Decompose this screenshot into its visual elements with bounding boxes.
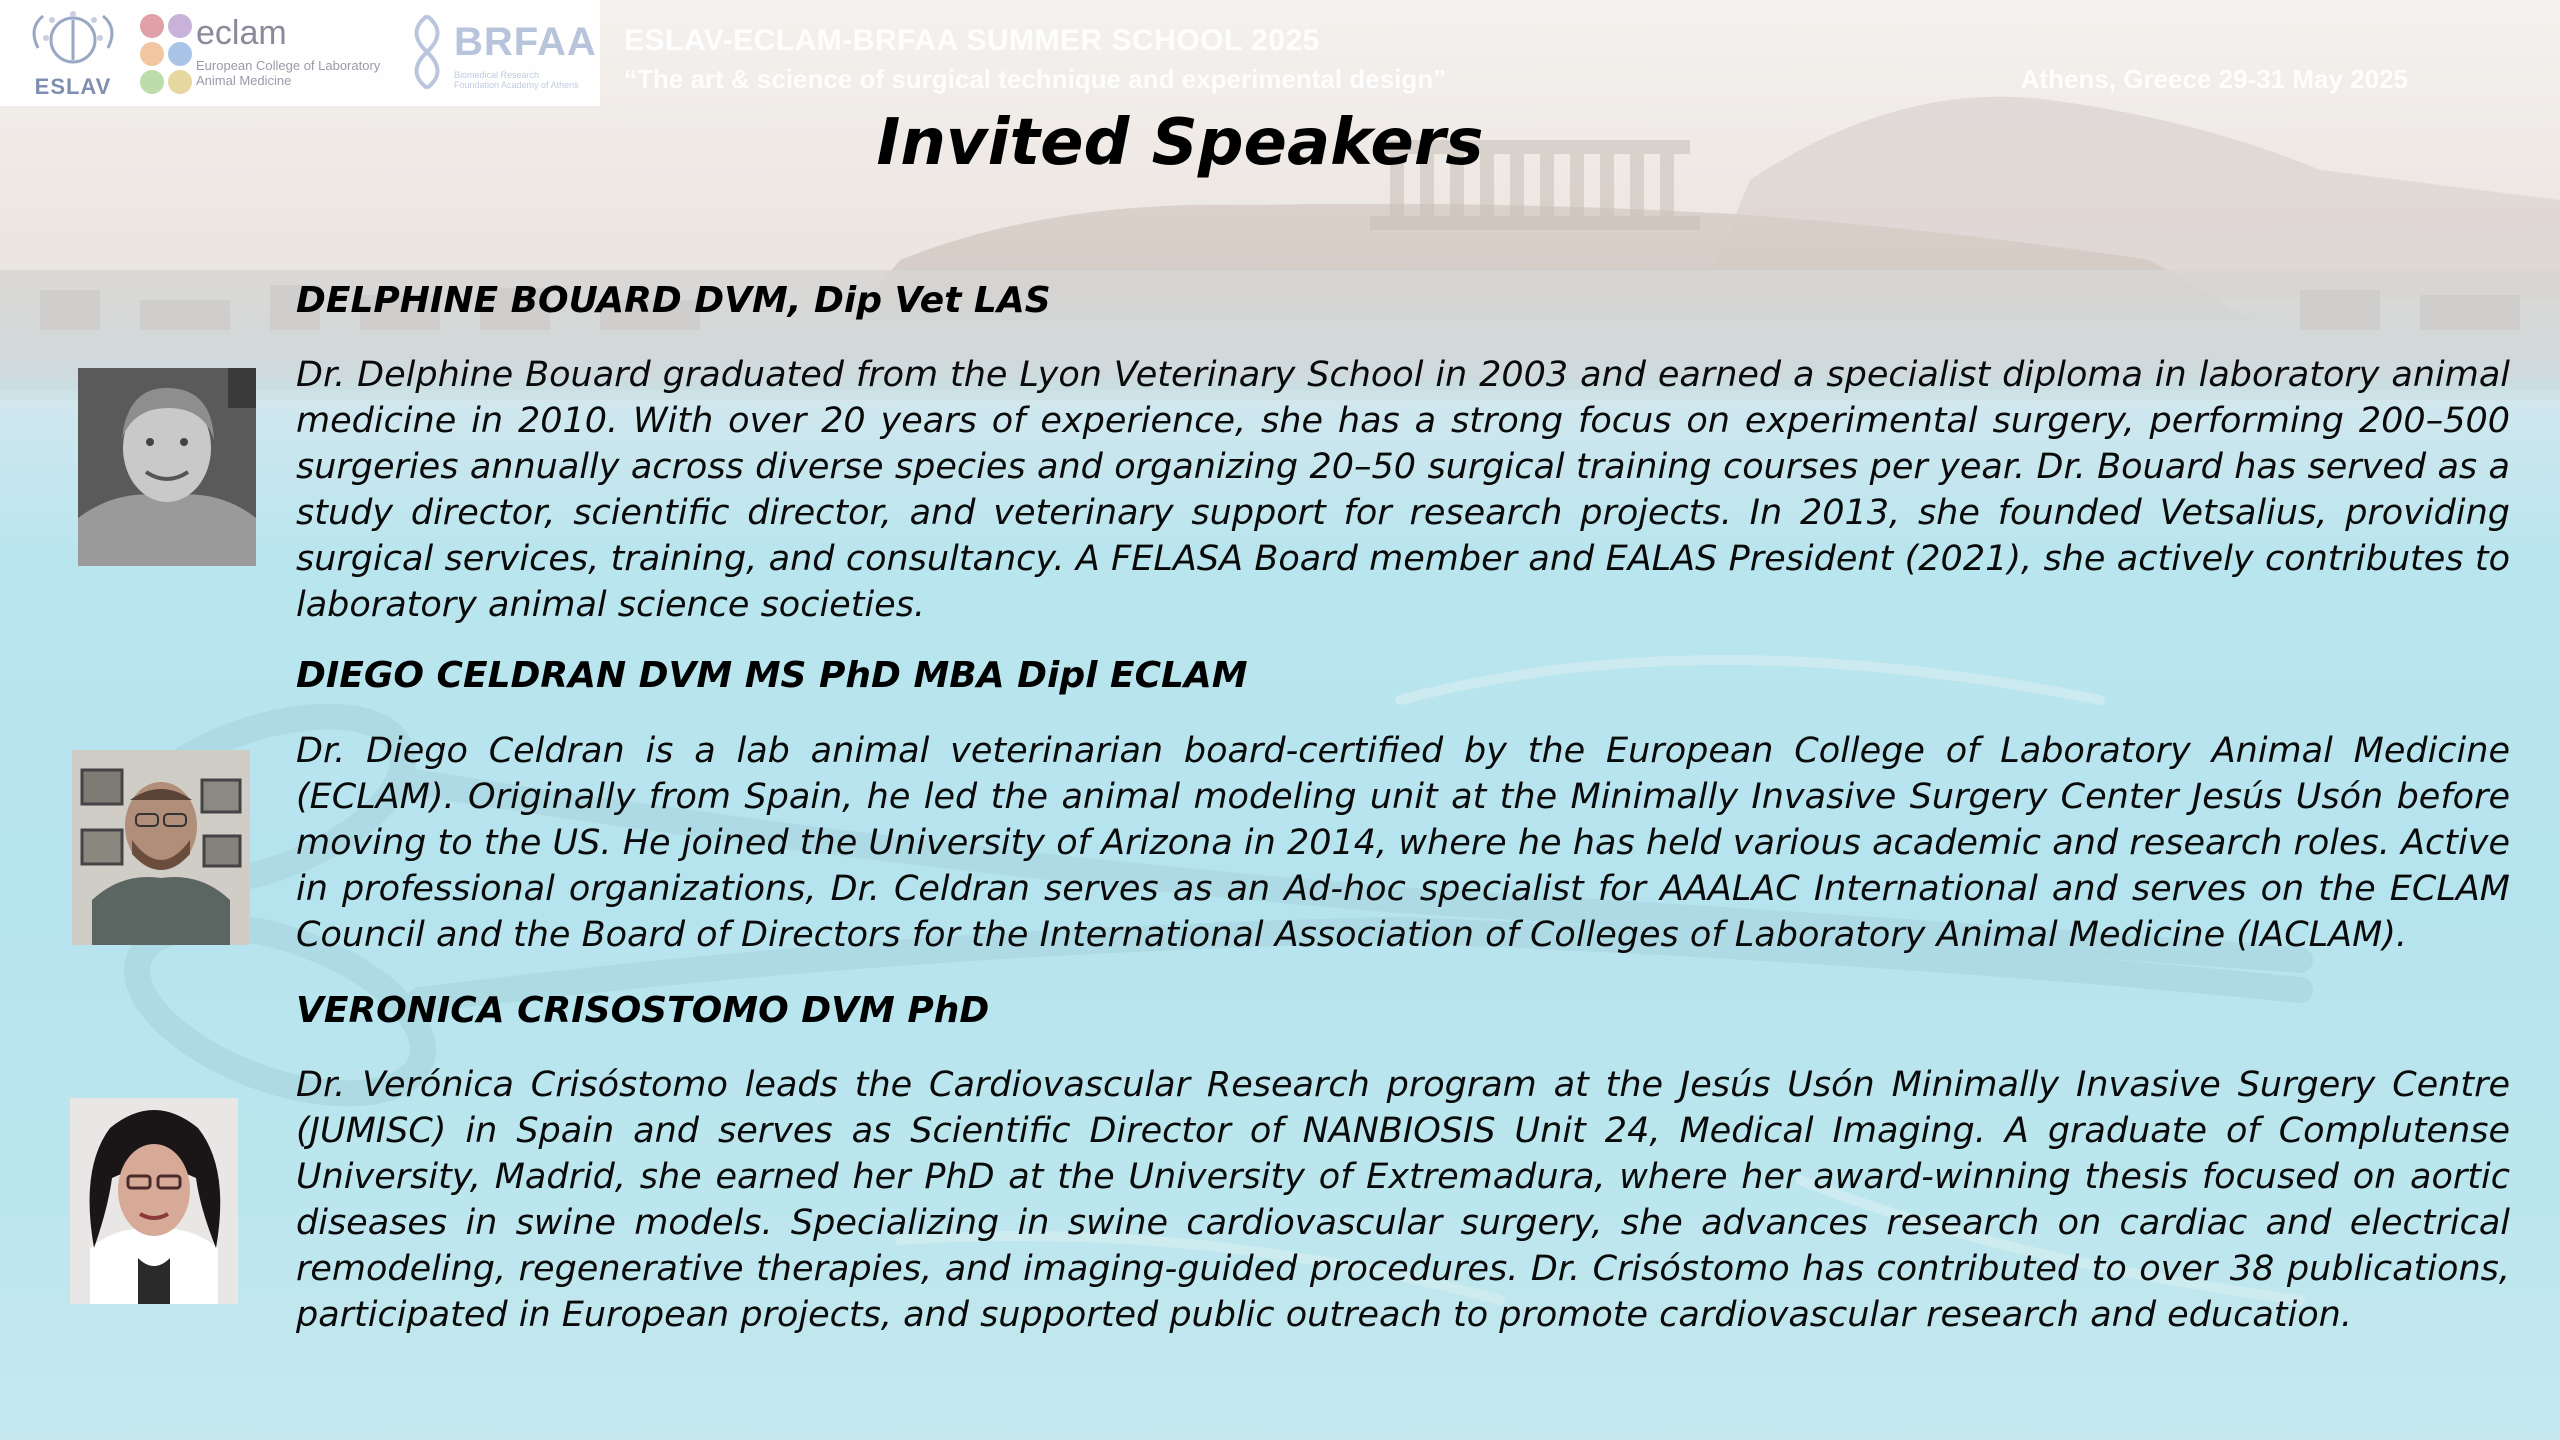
brfaa-logo-subtitle: Biomedical Research Foundation Academy of Athens: [454, 70, 579, 90]
event-location: Athens, Greece 29-31 May 2025: [2020, 64, 2408, 94]
eslav-emblem-icon: [18, 8, 128, 78]
eclam-logo: [140, 10, 390, 96]
speaker-photo: [72, 750, 250, 945]
eclam-dots-icon: [140, 14, 196, 94]
event-title: ESLAV-ECLAM-BRFAA SUMMER SCHOOL 2025: [624, 24, 1320, 57]
event-subtitle: “The art & science of surgical technique and experimental design”: [624, 64, 1447, 94]
speaker-photo: [78, 368, 256, 566]
eclam-logo-subtitle: European College of Laboratory Animal Medicine: [196, 58, 381, 88]
brfaa-logo: [400, 8, 597, 98]
speaker-name: VERONICA CRISOSTOMO DVM PhD: [296, 990, 990, 1031]
header-logo-panel: [0, 0, 600, 106]
speaker-photo-icon: [72, 750, 250, 945]
eslav-logo-text: ESLAV: [34, 74, 112, 99]
speaker-name: DELPHINE BOUARD DVM, Dip Vet LAS: [296, 280, 1051, 321]
speaker-bio: Dr. Diego Celdran is a lab animal veterinarian board-certified by the European College of Laboratory Animal Medicine (ECLAM). Originally from Spain, he led the animal modeling unit at the Minimally Invasive Surgery Center Jesús Usón before moving to the US. He joined the University of Arizona in 2014, where he has held various academic and research roles. Active in professional organizations, Dr. Celdran serves as an Ad-hoc specialist for AAALAC International and serves on the ECLAM Council and the Board of Directors for the International Association of Colleges of Laboratory Animal Medicine (IACLAM).: [296, 731, 2510, 955]
speaker-photo: [70, 1098, 238, 1304]
brfaa-emblem-icon: [400, 12, 454, 92]
eslav-logo: [18, 8, 128, 100]
eclam-logo-word: eclam: [196, 14, 287, 52]
brfaa-logo-word: BRFAA: [454, 20, 597, 64]
speaker-bio: Dr. Verónica Crisóstomo leads the Cardiovascular Research program at the Jesús Usón Minimally Invasive Surgery Centre (JUMISC) in Spain and serves as Scientific Director of NANBIOSIS Unit 24, Medical Imaging. A graduate of Complutense University, Madrid, she earned her PhD at the University of Extremadura, where her award-winning thesis focused on aortic diseases in swine models. Specializing in swine cardiovascular surgery, she advances research on cardiac and electrical remodeling, regenerative therapies, and imaging-guided procedures. Dr. Crisóstomo has contributed to over 38 publications, participated in European projects, and supported public outreach to promote cardiovascular research and education.: [296, 1065, 2510, 1335]
page-title: Invited Speakers: [876, 106, 1484, 180]
speaker-bio: Dr. Delphine Bouard graduated from the Lyon Veterinary School in 2003 and earned a specialist diploma in laboratory animal medicine in 2010. With over 20 years of experience, she has a strong focus on experimental surgery, performing 200–500 surgeries annually across diverse species and organizing 20–50 surgical training courses per year. Dr. Bouard has served as a study director, scientific director, and veterinary support for research projects. In 2013, she founded Vetsalius, providing surgical services, training, and consultancy. A FELASA Board member and EALAS President (2021), she actively contributes to laboratory animal science societies.: [296, 355, 2510, 625]
speaker-photo-icon: [70, 1098, 238, 1304]
speaker-name: DIEGO CELDRAN DVM MS PhD MBA Dipl ECLAM: [296, 655, 1248, 696]
speaker-photo-icon: [78, 368, 256, 566]
